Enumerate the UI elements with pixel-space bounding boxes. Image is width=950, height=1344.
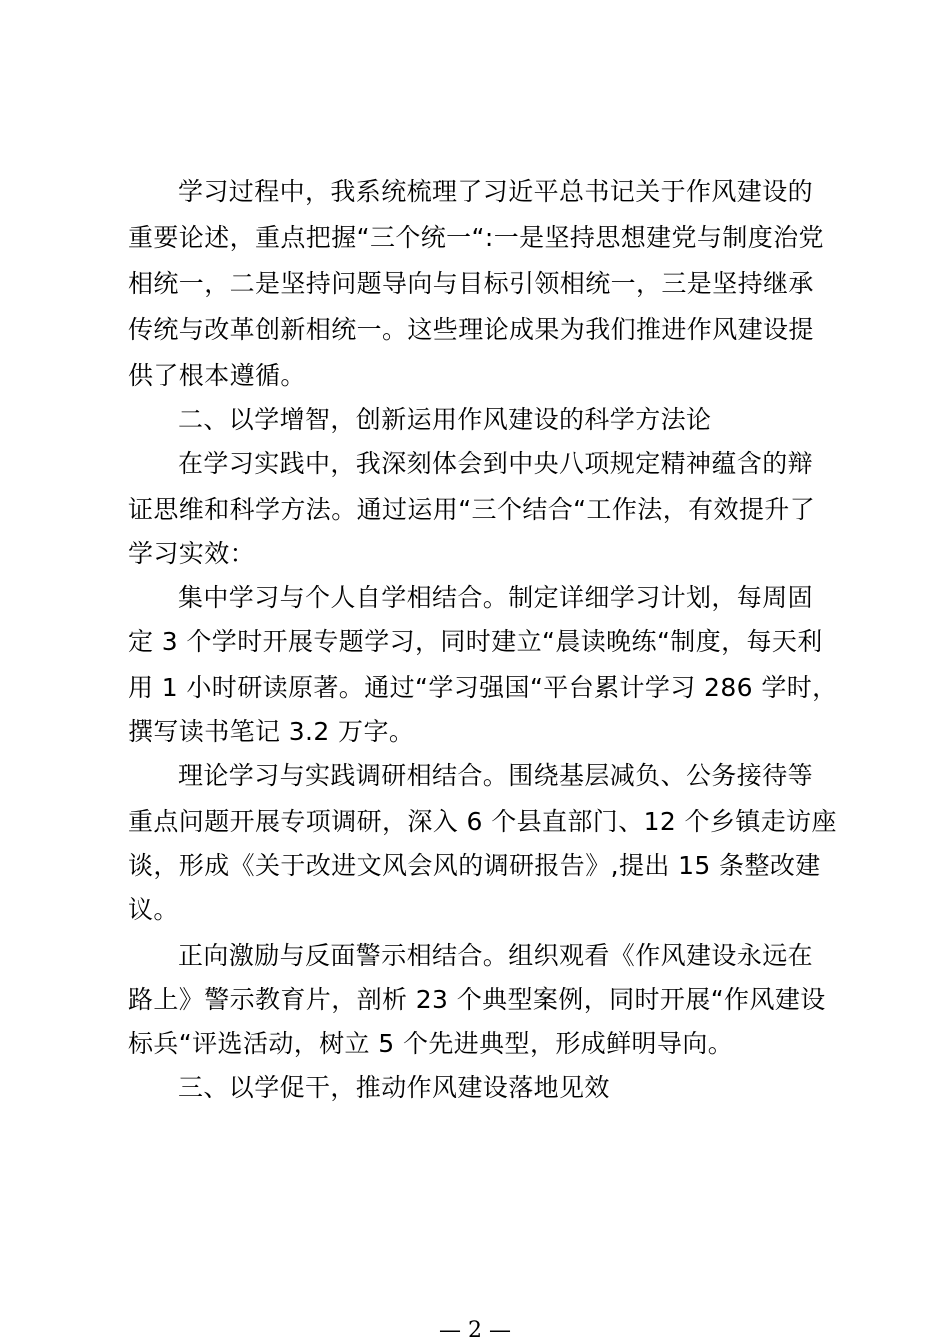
body-text-line: 在学习实践中，我深刻体会到中央八项规定精神蕴含的辩: [178, 449, 814, 478]
body-text-line: 定 3 个学时开展专题学习，同时建立“晨读晚练“制度，每天利: [128, 627, 823, 656]
section-heading: 二、以学增智，创新运用作风建设的科学方法论: [178, 405, 712, 434]
body-text-line: 供了根本遵循。: [128, 361, 306, 390]
body-text-line: 议。: [128, 895, 179, 924]
body-text-line: 学习过程中，我系统梳理了习近平总书记关于作风建设的: [178, 177, 814, 206]
body-text-line: 路上》警示教育片，剖析 23 个典型案例，同时开展“作风建设: [128, 985, 826, 1014]
body-text-line: 学习实效：: [128, 539, 256, 568]
body-text-line: 相统一，二是坚持问题导向与目标引领相统一，三是坚持继承: [128, 269, 814, 298]
body-text-line: 用 1 小时研读原著。通过“学习强国“平台累计学习 286 学时，: [128, 673, 838, 702]
body-text-line: 传统与改革创新相统一。这些理论成果为我们推进作风建设提: [128, 315, 814, 344]
body-text-line: 证思维和科学方法。通过运用“三个结合“工作法，有效提升了: [128, 495, 816, 524]
page-number: — 2 —: [439, 1318, 511, 1343]
body-text-line: 理论学习与实践调研相结合。围绕基层减负、公务接待等: [178, 761, 814, 790]
body-text-line: 正向激励与反面警示相结合。组织观看《作风建设永远在: [178, 941, 814, 970]
body-text-line: 谈，形成《关于改进文风会风的调研报告》,提出 15 条整改建: [128, 851, 821, 880]
body-text-line: 集中学习与个人自学相结合。制定详细学习计划，每周固: [178, 583, 814, 612]
body-text-line: 重点问题开展专项调研，深入 6 个县直部门、12 个乡镇走访座: [128, 807, 837, 836]
section-heading: 三、以学促干，推动作风建设落地见效: [178, 1073, 610, 1102]
body-text-line: 标兵“评选活动，树立 5 个先进典型，形成鲜明导向。: [128, 1029, 734, 1058]
body-text-line: 重要论述，重点把握“三个统一“:一是坚持思想建党与制度治党: [128, 223, 824, 252]
body-text-line: 撰写读书笔记 3.2 万字。: [128, 717, 415, 746]
